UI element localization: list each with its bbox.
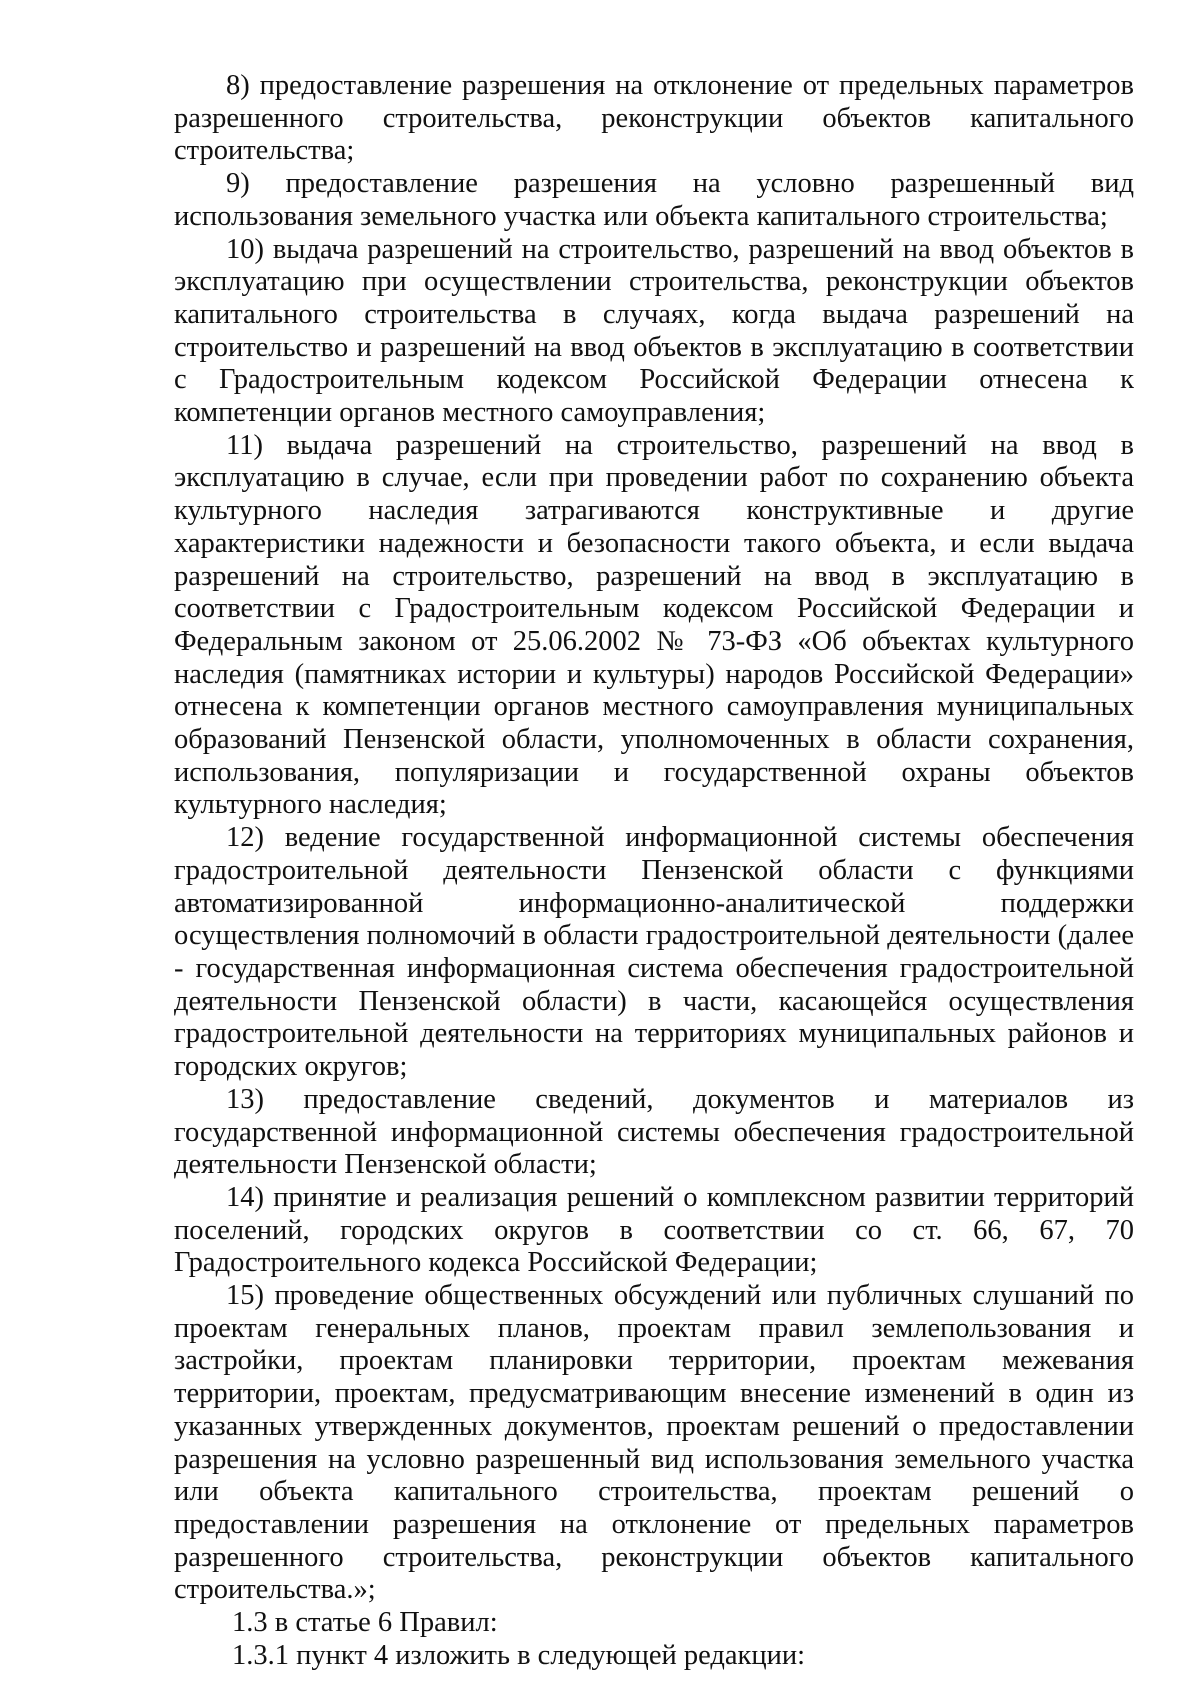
section-1-3-1-heading: 1.3.1 пункт 4 изложить в следующей редакции: (232, 1639, 806, 1671)
paragraph-item-8: 8) предоставление разрешения на отклонение от предельных параметров разрешенного строительства, реконструкции объектов капитального строительства; (174, 70, 1134, 167)
document-page (174, 70, 1134, 1672)
section-1-3-heading: 1.3 в статье 6 Правил: (232, 1607, 498, 1639)
paragraph-item-10: 10) выдача разрешений на строительство, разрешений на ввод объектов в эксплуатацию при осуществлении строительства, реконструкции объектов капитального строительства в случаях, когда выдача разрешений на строительство и разрешений на ввод объектов в эксплуатацию в соответствии с Градостроительным кодексом Российской Федерации отнесена к компетенции органов местного самоуправления; (174, 233, 1134, 429)
paragraph-item-15: 15) проведение общественных обсуждений или публичных слушаний по проектам генеральных планов, проектам правил землепользования и застройки, проектам планировки территории, проектам межевания территории, проектам, предусматривающим внесение изменений в один из указанных утвержденных документов, проектам решений о предоставлении разрешения на условно разрешенный вид использования земельного участка или объекта капитального строительства, проектам решений о предоставлении разрешения на отклонение от предельных параметров разрешенного строительства, реконструкции объектов капитального строительства.»; (174, 1280, 1134, 1606)
paragraph-item-12: 12) ведение государственной информационной системы обеспечения градостроительной деятельности Пензенской области с функциями автоматизированной информационно-аналитической поддержки осуществления полномочий в области градостроительной деятельности (далее - государственная информационная система обеспечения градостроительной деятельности Пензенской области) в части, касающейся осуществления градостроительной деятельности на территориях муниципальных районов и городских округов; (174, 822, 1134, 1083)
paragraph-item-11: 11) выдача разрешений на строительство, разрешений на ввод в эксплуатацию в случае, если при проведении работ по сохранению объекта культурного наследия затрагиваются конструктивные и другие характеристики надежности и безопасности такого объекта, и если выдача разрешений на строительство, разрешений на ввод в эксплуатацию в соответствии с Градостроительным кодексом Российской Федерации и Федеральным законом от 25.06.2002 № 73-ФЗ «Об объектах культурного наследия (памятниках истории и культуры) народов Российской Федерации» отнесена к компетенции органов местного самоуправления муниципальных образований Пензенской области, уполномоченных в области сохранения, использования, популяризации и государственной охраны объектов культурного наследия; (174, 429, 1134, 821)
paragraph-item-14: 14) принятие и реализация решений о комплексном развитии территорий поселений, городских округов в соответствии со ст. 66, 67, 70 Градостроительного кодекса Российской Федерации; (174, 1181, 1134, 1279)
paragraph-item-9: 9) предоставление разрешения на условно разрешенный вид использования земельного участка или объекта капитального строительства; (174, 168, 1134, 232)
paragraph-item-13: 13) предоставление сведений, документов и материалов из государственной информационной системы обеспечения градостроительной деятельности Пензенской области; (174, 1083, 1134, 1181)
